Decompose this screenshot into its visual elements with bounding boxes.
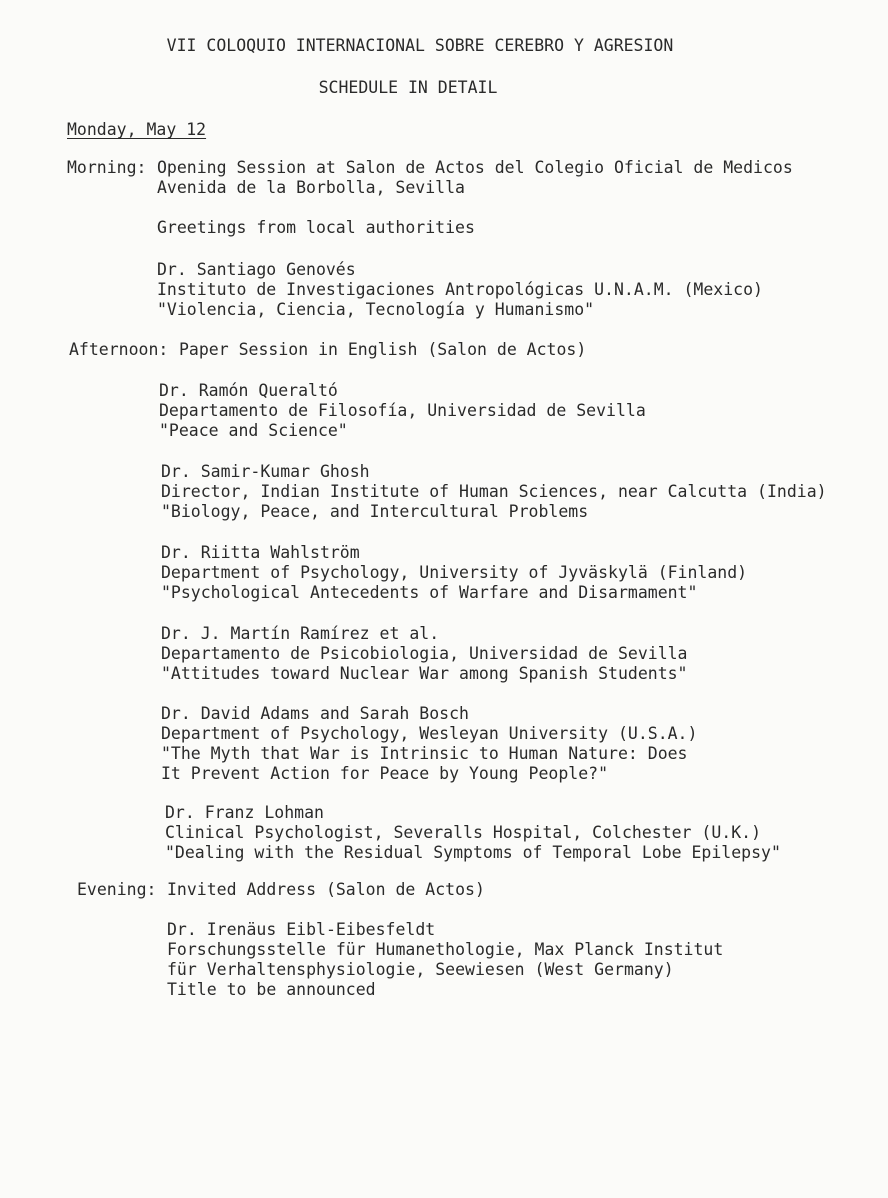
speaker-name: Dr. Riitta Wahlström <box>161 543 360 562</box>
speaker-affiliation-continued: für Verhaltensphysiologie, Seewiesen (West Germany) <box>167 960 674 979</box>
morning-session <box>157 158 793 198</box>
speaker-affiliation: Department of Psychology, University of Jyväskylä (Finland) <box>161 563 748 582</box>
afternoon-speaker-3 <box>161 543 747 603</box>
speaker-talk-title: "Dealing with the Residual Symptoms of Temporal Lobe Epilepsy" <box>165 843 781 862</box>
speaker-name: Dr. Santiago Genovés <box>157 260 356 279</box>
speaker-affiliation: Forschungsstelle für Humanethologie, Max Planck Institut <box>167 940 724 959</box>
morning-label: Morning: <box>67 158 147 177</box>
speaker-talk-title-continued: It Prevent Action for Peace by Young People?" <box>161 764 609 783</box>
speaker-affiliation: Director, Indian Institute of Human Sciences, near Calcutta (India) <box>161 482 827 501</box>
evening-speaker <box>167 920 723 1000</box>
speaker-name: Dr. David Adams and Sarah Bosch <box>161 704 469 723</box>
speaker-name: Dr. Ramón Queraltó <box>159 381 338 400</box>
speaker-name: Dr. J. Martín Ramírez et al. <box>161 624 440 643</box>
speaker-talk-title: "Attitudes toward Nuclear War among Spanish Students" <box>161 664 688 683</box>
speaker-talk-title: "The Myth that War is Intrinsic to Human Nature: Does <box>161 744 688 763</box>
speaker-talk-title: "Psychological Antecedents of Warfare and Disarmament" <box>161 583 698 602</box>
afternoon-speaker-4 <box>161 624 688 684</box>
speaker-affiliation: Departamento de Filosofía, Universidad de Sevilla <box>159 401 646 420</box>
afternoon-session: Paper Session in English (Salon de Actos) <box>179 340 587 359</box>
speaker-affiliation: Clinical Psychologist, Severalls Hospital, Colchester (U.K.) <box>165 823 762 842</box>
speaker-talk-title: "Violencia, Ciencia, Tecnología y Humanismo" <box>157 300 595 319</box>
afternoon-label: Afternoon: <box>69 340 169 359</box>
document-subtitle: SCHEDULE IN DETAIL <box>318 78 498 97</box>
speaker-affiliation: Departamento de Psicobiologia, Universidad de Sevilla <box>161 644 688 663</box>
morning-session-line1: Opening Session at Salon de Actos del Colegio Oficial de Medicos <box>157 158 793 177</box>
afternoon-speaker-2 <box>161 462 827 522</box>
speaker-affiliation: Department of Psychology, Wesleyan University (U.S.A.) <box>161 724 698 743</box>
afternoon-speaker-1 <box>159 381 646 441</box>
morning-session-line2: Avenida de la Borbolla, Sevilla <box>157 178 465 197</box>
afternoon-speaker-5 <box>161 704 697 784</box>
evening-label: Evening: <box>77 880 157 899</box>
greetings: Greetings from local authorities <box>157 218 475 237</box>
speaker-name: Dr. Franz Lohman <box>165 803 324 822</box>
speaker-talk-title: "Peace and Science" <box>159 421 348 440</box>
document-title: VII COLOQUIO INTERNACIONAL SOBRE CEREBRO Y AGRESION <box>166 36 674 55</box>
afternoon-speaker-6 <box>165 803 781 863</box>
evening-session: Invited Address (Salon de Actos) <box>167 880 485 899</box>
speaker-name: Dr. Irenäus Eibl-Eibesfeldt <box>167 920 436 939</box>
speaker-talk-title: Title to be announced <box>167 980 376 999</box>
speaker-name: Dr. Samir-Kumar Ghosh <box>161 462 370 481</box>
speaker-talk-title: "Biology, Peace, and Intercultural Problems <box>161 502 589 521</box>
speaker-affiliation: Instituto de Investigaciones Antropológicas U.N.A.M. (Mexico) <box>157 280 763 299</box>
day-heading: Monday, May 12 <box>67 120 207 139</box>
morning-speaker <box>157 260 763 320</box>
